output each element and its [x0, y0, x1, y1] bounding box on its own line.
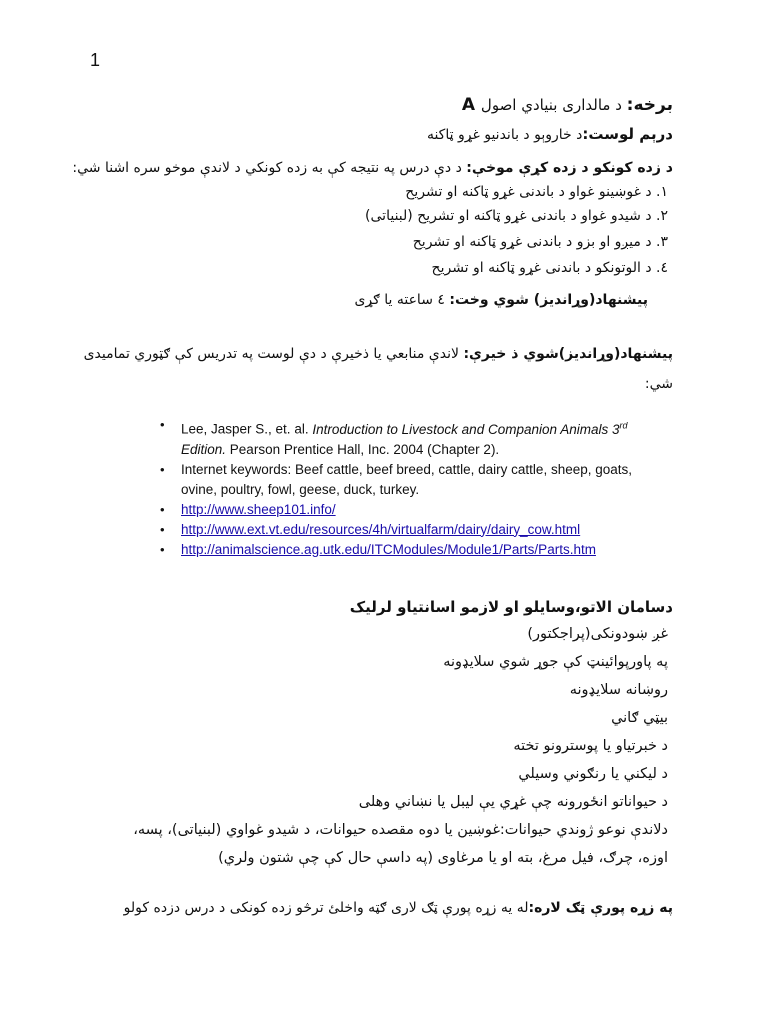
- reference-link: [160, 540, 660, 560]
- suggested-time-label: پیشنهاد(وړاندیز) شوي وخت:: [449, 292, 648, 308]
- objective-item: ١. د غوښینو غواو د باندنی غړو ټاکنه او تشریح: [405, 184, 668, 200]
- section-a-label: A برخه:: [461, 95, 673, 115]
- objective-item: ٣. د میږو او بزو د باندنی غړو ټاکنه او تشریح: [412, 234, 668, 250]
- objective-item: ٢. د شیدو غواو د باندنی غړو ټاکنه او تشریح (لبنیاتی): [365, 208, 668, 224]
- material-item: په پاورپوائینټ کې جوړ شوي سلایډونه: [443, 654, 668, 670]
- material-item-live-animals-continued: اوزه، چرګ، فیل مرغ، بته او یا مرغاوی (په داسې حال کې چې شتون ولري): [218, 850, 668, 866]
- objectives-label: د زده کونکو د زده کړې موخې:: [466, 160, 673, 176]
- page-number: 1: [90, 50, 101, 70]
- material-item: د لیکني یا رنګوني وسیلي: [518, 766, 668, 782]
- book-title-sup: rd: [619, 420, 628, 430]
- section-a-text: د مالداری بنیادي اصول: [480, 96, 622, 114]
- overview: [124, 900, 673, 916]
- book-authors: Lee, Jasper S., et. al.: [181, 421, 309, 437]
- sheep101-link[interactable]: http://www.sheep101.info/: [181, 501, 336, 517]
- suggested-time: [354, 292, 648, 308]
- material-item: بیټي ګاني: [611, 710, 668, 726]
- suggested-resources-continued: شي:: [644, 376, 673, 392]
- objectives-text: د دې درس په نتیجه کې به زده کونکي د لاندې موخو سره اشنا شي:: [72, 160, 462, 176]
- suggested-time-text: ٤ ساعته یا ګړی: [354, 292, 445, 308]
- objective-item: ٤. د الوتونکو د باندنی غړو ټاکنه او تشریح: [431, 260, 668, 276]
- animalscience-link[interactable]: http://animalscience.ag.utk.edu/ITCModules/Module1/Parts/Parts.htm: [181, 541, 596, 557]
- reference-keywords: • Internet keywords: Beef cattle, beef breed, cattle, dairy cattle, sheep, goats, ovine, poultry, fowl, geese, duck, turkey.: [160, 460, 660, 500]
- virtualfarm-dairy-link[interactable]: http://www.ext.vt.edu/resources/4h/virtualfarm/dairy/dairy_cow.html: [181, 521, 581, 537]
- objectives-heading: [72, 160, 673, 176]
- materials-title: دسامان الاتو،وسایلو او لازمو اسانتیاو لرلیک: [349, 598, 673, 616]
- material-item: د خبرتیاو یا پوسترونو تخته: [513, 738, 668, 754]
- material-item-live-animals: دلاندې نوعو ژوندي حیوانات:غوښین یا دوه مقصده حیوانات، د شیدو غواوي (لبنیاتی)، پسه،: [133, 822, 668, 838]
- material-item: روښانه سلایډونه: [569, 682, 668, 698]
- book-edition: Edition.: [181, 441, 227, 457]
- lesson-title: [427, 125, 673, 143]
- book-title: Introduction to Livestock and Companion Animals 3: [312, 421, 620, 437]
- book-publisher: Pearson Prentice Hall, Inc. 2004 (Chapter 2).: [229, 441, 500, 457]
- lesson-title-text: د خاروېو د باندنیو غړو ټاکنه: [426, 127, 583, 143]
- overview-text: له یه زړه پورې ټګ لاری ګټه واخلئ ترڅو زده کونکی د درس دزده کولو: [123, 900, 529, 916]
- lesson-title-label: درېم لوست:: [582, 125, 673, 143]
- suggested-resources: [84, 346, 673, 362]
- suggested-resources-label: پیشنهاد(وړاندیز)شوي ذ خیرې:: [463, 346, 673, 362]
- material-item: غږ ښودونکی(پراجکتور): [527, 626, 668, 642]
- reference-link: [160, 520, 660, 540]
- overview-label: په زړه پورې ټګ لاره:: [528, 900, 673, 916]
- section-a-heading: [462, 95, 673, 115]
- reference-link: [160, 500, 660, 520]
- suggested-resources-text: لاندې منابعي یا ذخیرې د دې لوست په تدریس کې ګټوري تماميدی: [83, 346, 459, 362]
- references-list: [160, 415, 660, 560]
- material-item: د حیواناتو انځورونه چې غړي یې لیبل یا نښاني وهلی: [358, 794, 668, 810]
- reference-book: [160, 415, 660, 460]
